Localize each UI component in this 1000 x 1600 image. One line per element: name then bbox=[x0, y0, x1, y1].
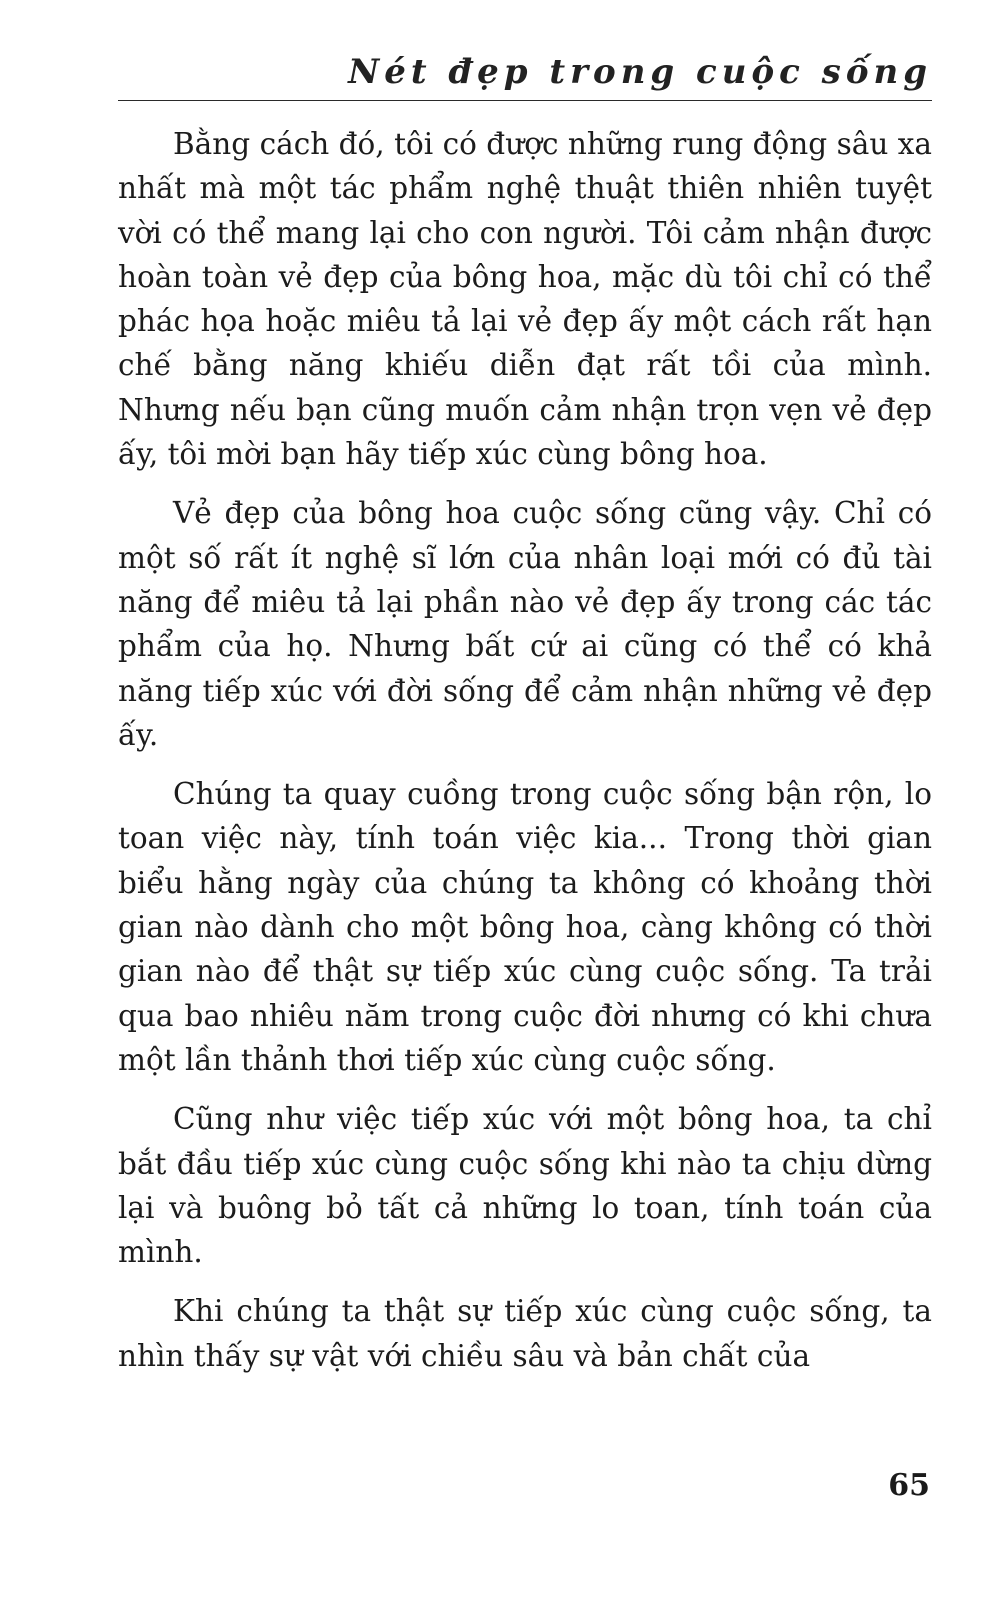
paragraph-2: Vẻ đẹp của bông hoa cuộc sống cũng vậy. Chỉ có một số rất ít nghệ sĩ lớn của nhân loại mới có đủ tài năng để miêu tả lại phần nào vẻ đẹp ấy trong các tác phẩm của họ. Nhưng bất cứ ai cũng có thể có khả năng tiếp xúc với đời sống để cảm nhận những vẻ đẹp ấy. bbox=[118, 496, 932, 752]
paragraph-5: Khi chúng ta thật sự tiếp xúc cùng cuộc sống, ta nhìn thấy sự vật với chiều sâu và bản chất của bbox=[118, 1294, 932, 1373]
paragraph-3: Chúng ta quay cuồng trong cuộc sống bận rộn, lo toan việc này, tính toán việc kia... Trong thời gian biểu hằng ngày của chúng ta không có khoảng thời gian nào dành cho một bông hoa, càng không có thời gian nào để thật sự tiếp xúc cùng cuộc sống. Ta trải qua bao nhiêu năm trong cuộc đời nhưng có khi chưa một lần thảnh thơi tiếp xúc cùng cuộc sống. bbox=[118, 777, 932, 1077]
paragraph-4: Cũng như việc tiếp xúc với một bông hoa, ta chỉ bắt đầu tiếp xúc cùng cuộc sống khi nào ta chịu dừng lại và buông bỏ tất cả những lo toan, tính toán của mình. bbox=[118, 1102, 932, 1270]
page-body bbox=[118, 122, 932, 1393]
page-number: 65 bbox=[888, 1468, 930, 1503]
running-header bbox=[118, 52, 932, 101]
paragraph-1: Bằng cách đó, tôi có được những rung động sâu xa nhất mà một tác phẩm nghệ thuật thiên nhiên tuyệt vời có thể mang lại cho con người. Tôi cảm nhận được hoàn toàn vẻ đẹp của bông hoa, mặc dù tôi chỉ có thể phác họa hoặc miêu tả lại vẻ đẹp ấy một cách rất hạn chế bằng năng khiếu diễn đạt rất tồi của mình. Nhưng nếu bạn cũng muốn cảm nhận trọn vẹn vẻ đẹp ấy, tôi mời bạn hãy tiếp xúc cùng bông hoa. bbox=[118, 127, 932, 472]
running-title: Nét đẹp trong cuộc sống bbox=[348, 52, 932, 92]
